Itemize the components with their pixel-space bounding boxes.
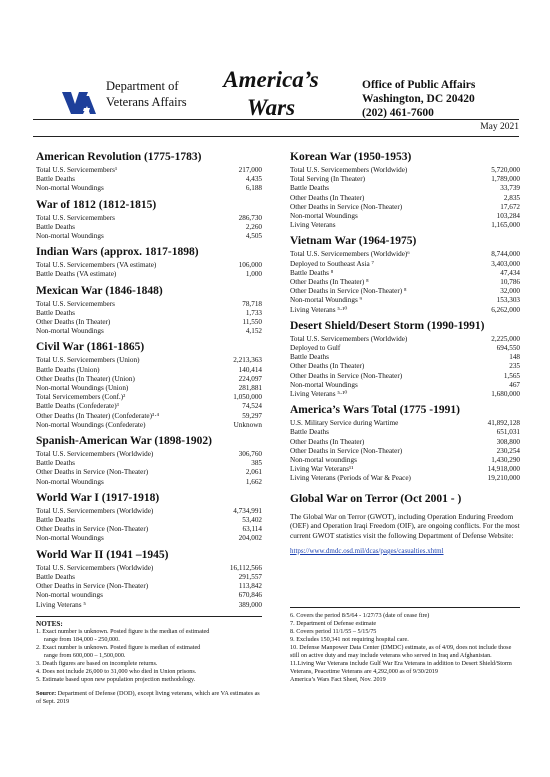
gwot-title: Global War on Terror (Oct 2001 - ) (290, 492, 462, 505)
footnote: range from 184,000 - 250,000. (44, 636, 120, 643)
stat-row (290, 166, 520, 175)
footnote: 1. Exact number is unknown. Posted figure is the median of estimated (36, 628, 210, 635)
stat-label: U.S. Military Service during Wartime (290, 419, 399, 428)
stat-value: 224,097 (238, 374, 262, 383)
stat-value: 4,505 (245, 232, 262, 241)
stat-value: 2,260 (245, 222, 262, 231)
stat-label: Living War Veterans¹¹ (290, 465, 354, 474)
stat-label: Other Deaths (In Theater) (290, 437, 365, 446)
stat-row (290, 372, 520, 381)
stat-value: 670,846 (238, 591, 262, 600)
stat-row (36, 175, 262, 184)
stat-label: Other Deaths in Service (Non-Theater) (36, 582, 149, 591)
stat-label: Battle Deaths (Union) (36, 365, 100, 374)
notes-left-items (36, 628, 262, 684)
stat-row (36, 327, 262, 336)
office-name: Office of Public Affairs (362, 79, 476, 91)
stat-row (36, 393, 262, 402)
stat-row (36, 564, 262, 573)
stat-label: Other Deaths (In Theater) ⁸ (290, 278, 369, 287)
stat-value: 204,002 (238, 534, 262, 543)
gwot-text: The Global War on Terror (GWOT), including Operation Enduring Freedom (OEF) and Operation Iraqi Freedom (OIF), are ongoing conflicts. For the most current GWOT statistics visit the following Department of Defense Website: (290, 511, 520, 540)
stat-value: 1,680,000 (491, 390, 520, 399)
section-title-mexican-war-1846-1848: Mexican War (1846-1848) (36, 284, 163, 297)
stat-value: 33,739 (500, 184, 520, 193)
notes-right (290, 612, 522, 684)
stat-row (36, 300, 262, 309)
stat-label: Battle Deaths ⁸ (290, 268, 334, 277)
publication-date: May 2021 (480, 122, 519, 132)
office-phone: (202) 461-7600 (362, 107, 434, 119)
stat-row (290, 362, 520, 371)
stat-label: Other Deaths (In Theater) (Confederate)³·⁴ (36, 411, 160, 420)
stat-value: 17,672 (500, 202, 520, 211)
stat-value: 1,430,290 (491, 456, 520, 465)
stat-label: Battle Deaths (36, 308, 75, 317)
notes-right-items (290, 612, 522, 684)
stat-row (290, 260, 520, 269)
footnote: 8. Covers period 11/1/55 – 5/15/75 (290, 628, 377, 635)
section-title-civil-war-1861-1865: Civil War (1861-1865) (36, 341, 145, 354)
stat-label: Total U.S. Servicemembers (Worldwide)⁶ (290, 250, 410, 259)
stat-label: Total U.S. Servicemembers (36, 213, 115, 222)
stat-label: Total U.S. Servicemembers (Worldwide) (36, 563, 154, 572)
section-title-indian-wars-approx-1817-1898: Indian Wars (approx. 1817-1898) (36, 246, 199, 259)
source-note (36, 690, 262, 706)
stat-value: 1,565 (503, 371, 520, 380)
stat-value: 6,188 (245, 184, 262, 193)
stat-label: Deployed to Southeast Asia ⁷ (290, 259, 374, 268)
stat-row (290, 296, 520, 305)
stat-label: Other Deaths (In Theater) (290, 193, 365, 202)
stat-row (36, 232, 262, 241)
stat-label: Total U.S. Servicemembers (Union) (36, 356, 140, 365)
footnote: 3. Death figures are based on incomplete returns. (36, 660, 158, 667)
stat-value: 308,800 (496, 437, 520, 446)
stat-row (36, 356, 262, 365)
stat-row (290, 381, 520, 390)
stat-label: Total U.S. Servicemembers (VA estimate) (36, 261, 157, 270)
section-title-american-revolution-1775-1783: American Revolution (1775-1783) (36, 151, 202, 163)
left-column (36, 146, 262, 610)
stat-value: 2,835 (503, 193, 520, 202)
stat-value: 19,210,000 (487, 474, 520, 483)
stat-row (290, 344, 520, 353)
stat-label: Battle Deaths (VA estimate) (36, 270, 117, 279)
notes-left (36, 620, 262, 706)
stat-value: 2,213,363 (233, 356, 262, 365)
dod-casualties-link[interactable]: https://www.dmdc.osd.mil/dcas/pages/casualties.xhtml (290, 546, 444, 555)
stat-label: Battle Deaths (36, 222, 75, 231)
stat-value: 1,050,000 (233, 393, 262, 402)
stat-row (36, 184, 262, 193)
stat-label: Total U.S. Servicemembers (36, 299, 115, 308)
stat-row (36, 261, 262, 270)
stat-value: Unknown (233, 420, 262, 429)
stat-value: 306,760 (238, 450, 262, 459)
stat-value: 106,000 (238, 261, 262, 270)
stat-row (290, 428, 520, 437)
stat-row (36, 507, 262, 516)
page-title (218, 66, 324, 122)
source-label: Source: (36, 690, 57, 697)
stat-value: 4,734,991 (233, 506, 262, 515)
stat-value: 217,000 (238, 166, 262, 174)
stat-label: Total U.S. Servicemembers (Worldwide) (36, 506, 154, 515)
stat-row (36, 214, 262, 223)
stat-value: 1,165,000 (491, 221, 520, 230)
stat-row (290, 278, 520, 287)
stat-label: Living Veterans (Periods of War & Peace) (290, 474, 411, 483)
stat-label: Battle Deaths (Confederate)³ (36, 402, 119, 411)
stat-value: 291,557 (238, 572, 262, 581)
stat-label: Other Deaths (In Theater) (290, 362, 365, 371)
footnote: America’s Wars Fact Sheet, Nov. 2019 (290, 676, 386, 683)
stat-row (290, 194, 520, 203)
stat-row (36, 516, 262, 525)
stat-row (36, 459, 262, 468)
stat-row (290, 250, 520, 259)
right-sections (290, 150, 520, 484)
stat-value: 10,786 (500, 278, 520, 287)
dept-line-2: Veterans Affairs (106, 95, 187, 109)
footnote: 5. Estimate based upon new population projection methodology. (36, 676, 196, 683)
stat-label: Total Servicemembers (Conf.)² (36, 393, 126, 402)
stat-label: Non-mortal woundings (290, 456, 357, 465)
stat-row (290, 203, 520, 212)
stat-row (290, 175, 520, 184)
title-line-1: America’s (223, 67, 319, 92)
stat-value: 140,414 (238, 365, 262, 374)
section-title-spanish-american-war-1898-1902: Spanish-American War (1898-1902) (36, 435, 212, 448)
stat-label: Battle Deaths (290, 428, 329, 437)
stat-label: Battle Deaths (290, 184, 329, 193)
stat-label: Other Deaths in Service (Non-Theater) (290, 446, 403, 455)
stat-value: 2,061 (245, 468, 262, 477)
stat-value: 694,550 (496, 344, 520, 353)
stat-row (290, 269, 520, 278)
title-line-2: Wars (246, 95, 296, 120)
notes-heading: NOTES: (36, 620, 63, 628)
section-title-desert-shield-desert-storm-199: Desert Shield/Desert Storm (1990-1991) (290, 319, 485, 332)
stat-value: 153,303 (496, 296, 520, 305)
stat-value: 235 (509, 362, 520, 371)
stat-value: 74,524 (242, 402, 262, 411)
stat-value: 5,720,000 (491, 166, 520, 174)
section-title-war-of-1812-1812-1815: War of 1812 (1812-1815) (36, 198, 157, 211)
stat-row (290, 353, 520, 362)
stat-label: Total Serving (In Theater) (290, 175, 366, 184)
dept-line-1: Department of (106, 79, 179, 93)
stat-value: 8,744,000 (491, 250, 520, 259)
stat-label: Non-mortal Woundings (Union) (36, 384, 129, 393)
stat-row (36, 375, 262, 384)
stat-value: 63,114 (242, 525, 262, 534)
stat-row (290, 465, 520, 474)
stat-label: Other Deaths in Service (Non-Theater) ⁸ (290, 287, 407, 296)
va-logo (62, 92, 96, 114)
stat-label: Living Veterans ⁵·¹⁰ (290, 390, 348, 399)
stat-row (36, 478, 262, 487)
stat-row (36, 270, 262, 279)
section-title-world-war-ii-1941-1945: World War II (1941 –1945) (36, 548, 169, 561)
stat-label: Total U.S. Servicemembers (Worldwide) (36, 450, 154, 459)
notes-rule-right (290, 607, 520, 608)
date-rule (33, 136, 519, 137)
stat-label: Total U.S. Servicemembers (Worldwide) (290, 166, 408, 174)
stat-row (290, 438, 520, 447)
stat-row (36, 582, 262, 591)
stat-label: Non-mortal Woundings (Confederate) (36, 420, 146, 429)
section-title-vietnam-war-1964-1975: Vietnam War (1964-1975) (290, 235, 417, 248)
stat-row (36, 468, 262, 477)
stat-row (290, 287, 520, 296)
stat-row (290, 447, 520, 456)
stat-value: 41,892,128 (487, 419, 520, 428)
stat-label: Other Deaths in Service (Non-Theater) (36, 525, 149, 534)
footnote: 10. Defense Manpower Data Center (DMDC) estimate, as of 4/09, does not include those still on active duty and may include veterans who served in Iraq and Afghanistan. (290, 644, 512, 659)
footnote: 7. Department of Defense estimate (290, 620, 377, 627)
footnote: 6. Covers the period 8/5/64 - 1/27/73 (date of cease fire) (290, 612, 430, 619)
stat-value: 1,000 (245, 270, 262, 279)
department-name (106, 78, 187, 110)
stat-row (36, 166, 262, 175)
stat-label: Battle Deaths (36, 572, 75, 581)
section-title-america-s-wars-total-1775-1991: America’s Wars Total (1775 -1991) (290, 404, 460, 417)
source-text: Department of Defense (DOD), except living veterans, which are VA estimates as of Sept. 2019 (36, 690, 260, 705)
office-city: Washington, DC 20420 (362, 93, 475, 105)
stat-row (36, 402, 262, 411)
stat-value: 1,733 (245, 308, 262, 317)
footnote: 11.Living War Veterans include Gulf War Era Veterans in addition to Desert Shield/Storm Veterans, Peacetime Veterans are 4,292,000 as of 9/30/2019 (290, 660, 512, 675)
stat-row (290, 306, 520, 315)
stat-label: Other Deaths in Service (Non-Theater) (290, 371, 403, 380)
stat-row (36, 366, 262, 375)
stat-row (290, 419, 520, 428)
stat-value: 4,435 (245, 175, 262, 184)
stat-label: Battle Deaths (36, 516, 75, 525)
stat-row (290, 390, 520, 399)
stat-label: Non-mortal Woundings (36, 477, 104, 486)
office-contact (362, 78, 475, 120)
stat-label: Total U.S. Servicemembers (Worldwide) (290, 334, 408, 343)
stat-row (290, 456, 520, 465)
stat-label: Non-mortal Woundings (36, 184, 104, 193)
stat-value: 2,225,000 (491, 334, 520, 343)
stat-label: Non-mortal Woundings (36, 232, 104, 241)
footnote: 4. Does not include 26,000 to 31,000 who died in Union prisons. (36, 668, 197, 675)
header-rule (33, 119, 519, 120)
notes-rule-left (36, 616, 262, 617)
stat-value: 286,730 (238, 213, 262, 222)
stat-value: 11,550 (242, 318, 262, 327)
stat-row (36, 412, 262, 421)
stat-value: 385 (251, 459, 262, 468)
section-title-korean-war-1950-1953: Korean War (1950-1953) (290, 151, 412, 163)
stat-value: 281,881 (238, 384, 262, 393)
stat-row (290, 335, 520, 344)
footnote: 9. Excludes 150,341 not requiring hospital care. (290, 636, 409, 643)
stat-row (36, 525, 262, 534)
right-column (290, 146, 520, 558)
section-title-world-war-i-1917-1918: World War I (1917-1918) (36, 491, 160, 504)
stat-value: 148 (509, 353, 520, 362)
stat-value: 113,842 (238, 582, 262, 591)
stat-row (290, 212, 520, 221)
stat-row (290, 474, 520, 483)
stat-label: Other Deaths in Service (Non-Theater) (290, 202, 403, 211)
stat-label: Living Veterans (290, 221, 336, 230)
stat-label: Non-mortal Woundings (290, 212, 358, 221)
stat-value: 4,152 (245, 327, 262, 336)
stat-value: 651,031 (496, 428, 520, 437)
stat-label: Battle Deaths (290, 353, 329, 362)
stat-label: Non-mortal Woundings ⁹ (290, 296, 363, 305)
footnote: 2. Exact number is unknown. Posted figure is median of estimated (36, 644, 201, 651)
stat-label: Battle Deaths (36, 459, 75, 468)
stat-label: Non-mortal Woundings (36, 327, 104, 336)
stat-value: 59,297 (242, 411, 262, 420)
stat-label: Non-mortal Woundings (290, 380, 358, 389)
stat-row (36, 601, 262, 610)
stat-label: Other Deaths (In Theater) (Union) (36, 374, 135, 383)
stat-value: 16,112,566 (229, 563, 262, 572)
stat-row (36, 318, 262, 327)
stat-row (36, 534, 262, 543)
stat-value: 230,254 (496, 446, 520, 455)
stat-label: Total U.S. Servicemembers¹ (36, 166, 118, 174)
stat-value: 389,000 (238, 600, 262, 609)
stat-value: 1,789,000 (491, 175, 520, 184)
stat-value: 53,402 (242, 516, 262, 525)
stat-row (36, 309, 262, 318)
stat-value: 1,662 (245, 477, 262, 486)
stat-label: Non-mortal woundings (36, 591, 103, 600)
stat-row (290, 221, 520, 230)
stat-value: 14,918,000 (487, 465, 520, 474)
stat-row (36, 223, 262, 232)
stat-label: Deployed to Gulf (290, 344, 341, 353)
stat-label: Battle Deaths (36, 175, 75, 184)
stat-label: Non-mortal Woundings (36, 534, 104, 543)
stat-row (290, 184, 520, 193)
footnote: range from 600,000 – 1,500,000. (44, 652, 126, 659)
stat-value: 6,262,000 (491, 305, 520, 314)
stat-row (36, 450, 262, 459)
stat-value: 467 (509, 380, 520, 389)
stat-label: Other Deaths in Service (Non-Theater) (36, 468, 149, 477)
stat-value: 32,000 (500, 287, 520, 296)
stat-row (36, 573, 262, 582)
stat-label: Living Veterans ⁵·¹⁰ (290, 305, 348, 314)
stat-label: Living Veterans ⁵ (36, 600, 86, 609)
stat-value: 78,718 (242, 299, 262, 308)
stat-label: Other Deaths (In Theater) (36, 318, 111, 327)
stat-value: 3,403,000 (491, 259, 520, 268)
stat-row (36, 421, 262, 430)
stat-value: 47,434 (500, 268, 520, 277)
stat-row (36, 591, 262, 600)
stat-value: 103,284 (496, 212, 520, 221)
stat-row (36, 384, 262, 393)
